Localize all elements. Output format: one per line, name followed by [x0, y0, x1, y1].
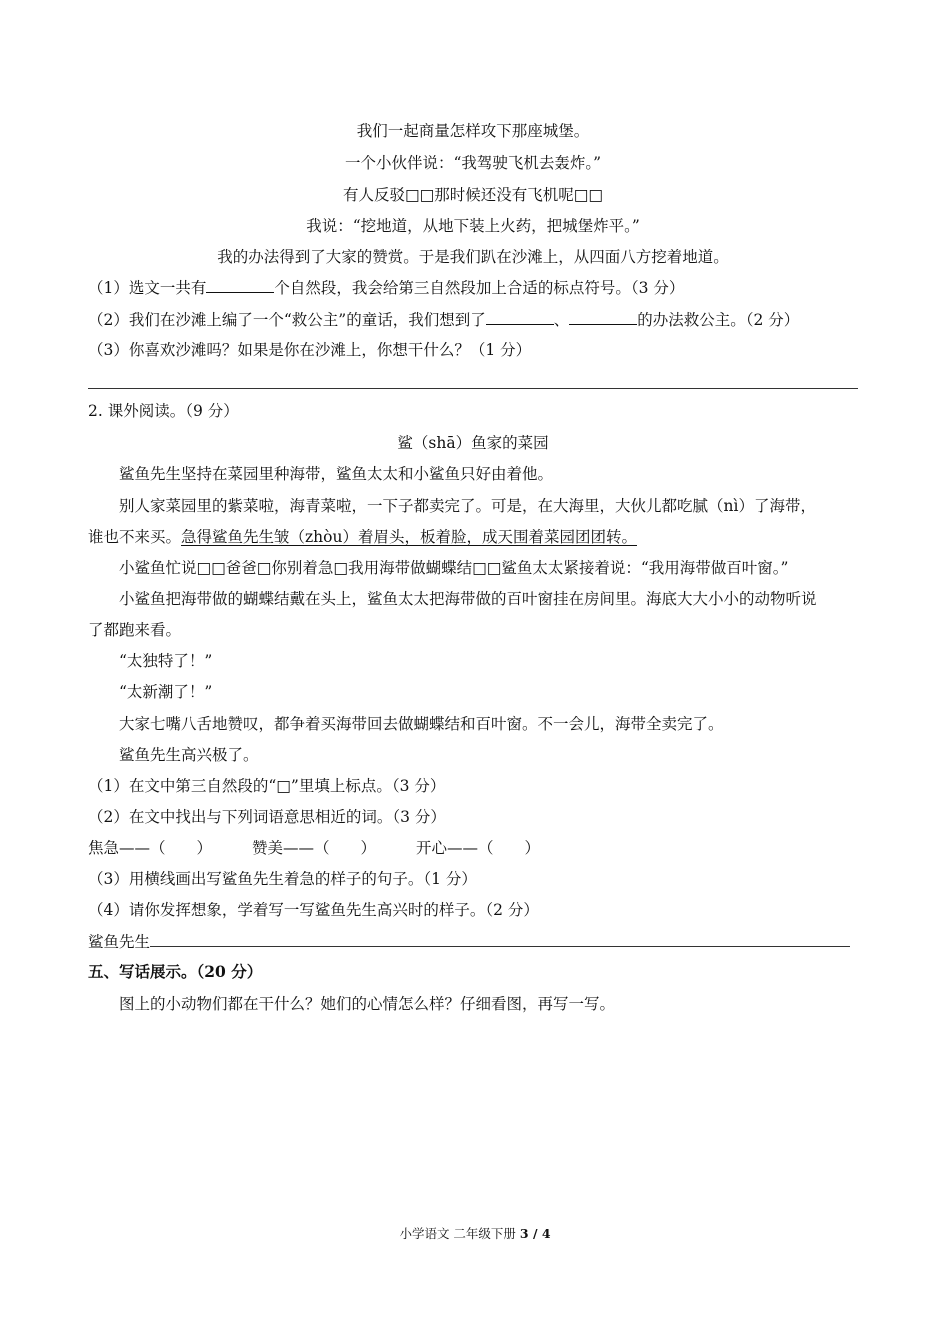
word-answer[interactable]: 赞美——（ ） — [252, 839, 377, 857]
story-paragraph: 大家七嘴八舌地赞叹，都争着买海带回去做蝴蝶结和百叶窗。不一会儿，海带全卖完了。 — [119, 715, 724, 733]
question-2-1: （1）在文中第三自然段的“□”里填上标点。（3 分） — [88, 777, 446, 795]
answer-line[interactable] — [88, 388, 858, 389]
section-heading: 2. 课外阅读。（9 分） — [88, 402, 239, 420]
answer-line[interactable] — [150, 930, 850, 947]
story-paragraph: 别人家菜园里的紫菜啦，海青菜啦，一下子都卖完了。可是，在大海里，大伙儿都吃腻（nì）了海带， — [119, 497, 816, 515]
passage-line: 有人反驳□□那时候还没有飞机呢□□ — [342, 186, 604, 204]
fill-line — [88, 930, 850, 953]
story-paragraph: 了都跑来看。 — [88, 621, 182, 639]
story-text: 谁也不来买。 — [88, 528, 182, 546]
section-heading: 五、写话展示。（20 分） — [88, 962, 263, 981]
word-answer[interactable]: 开心——（ ） — [416, 839, 541, 857]
page-number: 3 / 4 — [519, 1226, 551, 1241]
page-footer — [0, 1226, 950, 1242]
underlined-sentence: 急得鲨鱼先生皱（zhòu）着眉头，板着脸，成天围着菜园团团转。 — [181, 528, 637, 546]
question-2-3: （3）用横线画出写鲨鱼先生着急的样子的句子。（1 分） — [88, 870, 477, 888]
story-title: 鲨（shā）鱼家的菜园 — [397, 434, 549, 452]
word-pairs — [88, 837, 540, 859]
question-text: （2）我们在沙滩上编了一个“救公主”的童话，我们想到了 — [88, 311, 486, 329]
passage-line: 一个小伙伴说：“我驾驶飞机去轰炸。” — [344, 154, 602, 172]
story-paragraph: “太独特了！” — [119, 652, 213, 670]
writing-prompt: 图上的小动物们都在干什么？她们的心情怎么样？仔细看图，再写一写。 — [119, 995, 616, 1013]
question-text: 个自然段，我会给第三自然段加上合适的标点符号。（3 分） — [274, 279, 685, 297]
story-paragraph — [88, 526, 637, 548]
story-paragraph: 小鲨鱼把海带做的蝴蝶结戴在头上，鲨鱼太太把海带做的百叶窗挂在房间里。海底大大小小的动物听说 — [119, 590, 817, 608]
story-paragraph: 鲨鱼先生高兴极了。 — [119, 746, 259, 764]
answer-blank[interactable] — [206, 276, 274, 293]
question-2-2: （2）在文中找出与下列词语意思相近的词。（3 分） — [88, 808, 446, 826]
question-1-3: （3）你喜欢沙滩吗？如果是你在沙滩上，你想干什么？（1 分） — [88, 341, 532, 359]
story-paragraph: “太新潮了！” — [119, 683, 213, 701]
question-2-4: （4）请你发挥想象，学着写一写鲨鱼先生高兴时的样子。（2 分） — [88, 901, 539, 919]
question-1-1 — [88, 276, 684, 299]
question-1-2 — [88, 308, 799, 331]
fill-prefix: 鲨鱼先生 — [88, 933, 151, 951]
question-text: 、 — [553, 311, 570, 329]
footer-text: 小学语文 二年级下册 — [399, 1226, 520, 1241]
question-text: 的办法救公主。（2 分） — [637, 311, 800, 329]
story-paragraph: 小鲨鱼忙说□□爸爸□你别着急□我用海带做蝴蝶结□□鲨鱼太太紧接着说：“我用海带做百叶窗。” — [119, 559, 789, 577]
answer-blank[interactable] — [569, 308, 637, 325]
passage-line: 我的办法得到了大家的赞赏。于是我们趴在沙滩上，从四面八方挖着地道。 — [217, 248, 729, 266]
question-text: （1）选文一共有 — [88, 279, 207, 297]
word-answer[interactable]: 焦急——（ ） — [88, 839, 213, 857]
passage-line: 我说：“挖地道，从地下装上火药，把城堡炸平。” — [306, 217, 640, 235]
story-paragraph: 鲨鱼先生坚持在菜园里种海带，鲨鱼太太和小鲨鱼只好由着他。 — [119, 465, 554, 483]
answer-blank[interactable] — [486, 308, 554, 325]
passage-line: 我们一起商量怎样攻下那座城堡。 — [356, 122, 590, 140]
